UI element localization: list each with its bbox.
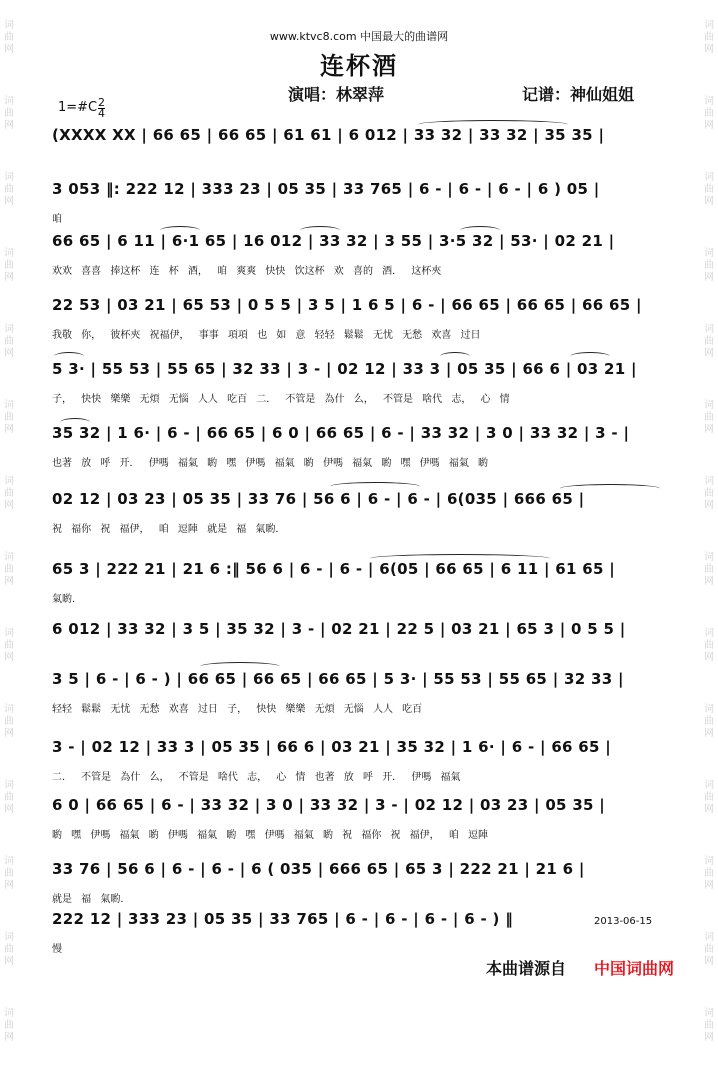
- watermark-glyph: 词: [4, 172, 14, 183]
- score-row: [52, 424, 662, 469]
- watermark-glyph: 词: [4, 20, 14, 31]
- watermark-glyph: 曲: [704, 108, 714, 119]
- watermark-glyph: 曲: [704, 944, 714, 955]
- watermark-glyph: 网: [4, 120, 14, 131]
- slur-mark: [570, 352, 610, 361]
- watermark-glyph: 曲: [4, 944, 14, 955]
- notation-line: 6 012 | 33 32 | 3 5 | 35 32 | 3 - | 02 21 | 22 5 | 03 21 | 65 3 | 0 5 5 |: [52, 620, 626, 638]
- watermark-glyph: 网: [704, 348, 714, 359]
- notation-line: 6 0 | 66 65 | 6 - | 33 32 | 3 0 | 33 32 | 3 - | 02 12 | 03 23 | 05 35 |: [52, 796, 606, 814]
- score-row: [52, 180, 662, 225]
- notation-line: (XXXX XX | 66 65 | 66 65 | 61 61 | 6 012 | 33 32 | 33 32 | 35 35 |: [52, 126, 605, 144]
- watermark-glyph: 曲: [704, 716, 714, 727]
- watermark-glyph: 网: [704, 804, 714, 815]
- watermark-glyph: 网: [4, 348, 14, 359]
- watermark-glyph: 词: [704, 324, 714, 335]
- watermark-glyph: 词: [4, 324, 14, 335]
- watermark-glyph: 网: [4, 1032, 14, 1043]
- time-signature-top: 2: [98, 96, 105, 109]
- watermark-glyph: 曲: [704, 260, 714, 271]
- watermark-glyph: 曲: [704, 792, 714, 803]
- watermark-glyph: 网: [4, 804, 14, 815]
- watermark-glyph: 曲: [4, 108, 14, 119]
- notation-line: 66 65 | 6 11 | 6·1 65 | 16 012 | 33 32 | 3 55 | 3·5 32 | 53· | 02 21 |: [52, 232, 615, 250]
- watermark-glyph: 网: [4, 652, 14, 663]
- notator-credit: 记谱：神仙姐姐: [522, 85, 635, 104]
- score-row: [52, 296, 662, 341]
- watermark-glyph: 网: [4, 196, 14, 207]
- song-title: 连杯酒: [320, 52, 398, 80]
- score-row: [52, 910, 662, 955]
- score-row: [52, 738, 662, 783]
- watermark-glyph: 网: [4, 956, 14, 967]
- slur-mark: [160, 226, 200, 235]
- watermark-glyph: 网: [4, 500, 14, 511]
- score-row: [52, 670, 662, 715]
- watermark-glyph: 词: [704, 1008, 714, 1019]
- lyrics-line: 祝 福你 祝 福伊， 咱 逗陣 就是 福 氣喲．: [52, 524, 286, 535]
- lyrics-line: 就是 福 氣喲．: [52, 894, 131, 905]
- watermark-glyph: 词: [704, 932, 714, 943]
- watermark-glyph: 网: [704, 956, 714, 967]
- slur-mark: [370, 554, 550, 563]
- watermark-glyph: 曲: [704, 184, 714, 195]
- lyrics-line: 子， 快快 樂樂 无煩 无惱 人人 吃百 二． 不管是 為什 么， 不管是 啥代 志， 心 情: [52, 394, 510, 405]
- watermark-right: [702, 20, 716, 1084]
- notation-line: 35 32 | 1 6· | 6 - | 66 65 | 6 0 | 66 65 | 6 - | 33 32 | 3 0 | 33 32 | 3 - |: [52, 424, 630, 442]
- lyrics-line: 慢: [52, 944, 62, 955]
- watermark-glyph: 曲: [704, 868, 714, 879]
- watermark-glyph: 词: [4, 932, 14, 943]
- watermark-glyph: 词: [704, 476, 714, 487]
- watermark-glyph: 网: [704, 196, 714, 207]
- score-row: [52, 796, 662, 841]
- slur-mark: [440, 352, 470, 361]
- watermark-glyph: 词: [4, 1008, 14, 1019]
- score-row: [52, 360, 662, 405]
- score-row: [52, 232, 662, 277]
- watermark-glyph: 曲: [704, 488, 714, 499]
- lyrics-line: 喲 嘿 伊嗎 福氣 喲 伊嗎 福氣 喲 嘿 伊嗎 福氣 喲 祝 福你 祝 福伊， 咱 逗陣: [52, 830, 489, 841]
- slur-mark: [54, 352, 84, 361]
- watermark-glyph: 词: [704, 780, 714, 791]
- watermark-glyph: 词: [4, 552, 14, 563]
- watermark-glyph: 网: [4, 424, 14, 435]
- watermark-glyph: 词: [4, 856, 14, 867]
- watermark-glyph: 词: [4, 628, 14, 639]
- score-row: [52, 490, 662, 535]
- watermark-glyph: 曲: [4, 260, 14, 271]
- watermark-glyph: 曲: [4, 412, 14, 423]
- watermark-glyph: 词: [704, 248, 714, 259]
- watermark-glyph: 词: [4, 248, 14, 259]
- score-row: [52, 860, 662, 905]
- watermark-glyph: 词: [4, 400, 14, 411]
- watermark-glyph: 网: [704, 880, 714, 891]
- watermark-glyph: 网: [4, 576, 14, 587]
- watermark-glyph: 曲: [4, 868, 14, 879]
- watermark-glyph: 词: [704, 704, 714, 715]
- site-url[interactable]: www.ktvc8.com 中国最大的曲谱网: [269, 30, 449, 43]
- watermark-glyph: 词: [4, 704, 14, 715]
- notation-line: 3 053 ‖: 222 12 | 333 23 | 05 35 | 33 765 | 6 - | 6 - | 6 - | 6 ) 05 |: [52, 180, 600, 198]
- watermark-glyph: 曲: [4, 32, 14, 43]
- score-row: [52, 620, 662, 650]
- notation-line: 3 5 | 6 - | 6 - ) | 66 65 | 66 65 | 66 65 | 5 3· | 55 53 | 55 65 | 32 33 |: [52, 670, 624, 688]
- watermark-glyph: 曲: [4, 488, 14, 499]
- slur-mark: [300, 226, 340, 235]
- watermark-glyph: 曲: [4, 716, 14, 727]
- notation-line: 02 12 | 03 23 | 05 35 | 33 76 | 56 6 | 6 - | 6 - | 6(035 | 666 65 |: [52, 490, 585, 508]
- time-signature: [98, 98, 105, 119]
- watermark-glyph: 词: [4, 476, 14, 487]
- key-signature: 1=#C: [58, 100, 98, 115]
- lyrics-line: 轻轻 鬆鬆 无忧 无愁 欢喜 过日 子， 快快 樂樂 无煩 无惱 人人 吃百: [52, 704, 423, 715]
- watermark-glyph: 网: [704, 120, 714, 131]
- watermark-glyph: 词: [704, 20, 714, 31]
- watermark-glyph: 网: [704, 652, 714, 663]
- watermark-glyph: 网: [704, 272, 714, 283]
- notation-line: 5 3· | 55 53 | 55 65 | 32 33 | 3 - | 02 12 | 33 3 | 05 35 | 66 6 | 03 21 |: [52, 360, 637, 378]
- watermark-left: [2, 20, 16, 1084]
- watermark-glyph: 网: [704, 44, 714, 55]
- watermark-glyph: 词: [704, 96, 714, 107]
- watermark-glyph: 网: [4, 44, 14, 55]
- watermark-glyph: 曲: [4, 336, 14, 347]
- slur-mark: [200, 662, 280, 671]
- watermark-glyph: 词: [4, 780, 14, 791]
- watermark-glyph: 曲: [704, 640, 714, 651]
- slur-mark: [60, 418, 90, 427]
- lyrics-line: 欢欢 喜喜 捧这杯 连 杯 酒， 咱 爽爽 快快 饮这杯 欢 喜的 酒． 这杯夾: [52, 266, 442, 277]
- brand-link[interactable]: 中国词曲网: [594, 959, 675, 978]
- watermark-glyph: 曲: [4, 564, 14, 575]
- watermark-glyph: 网: [704, 500, 714, 511]
- notation-line: 3 - | 02 12 | 33 3 | 05 35 | 66 6 | 03 21 | 35 32 | 1 6· | 6 - | 66 65 |: [52, 738, 612, 756]
- watermark-glyph: 词: [704, 552, 714, 563]
- lyrics-line: 咱: [52, 214, 62, 225]
- source-label: 本曲谱源自: [486, 959, 567, 978]
- notation-line: 222 12 | 333 23 | 05 35 | 33 765 | 6 - | 6 - | 6 - | 6 - ) ‖: [52, 910, 513, 928]
- lyrics-line: 二． 不管是 為什 么， 不管是 啥代 志， 心 情 也著 放 呼 开． 伊嗎 福氣: [52, 772, 461, 783]
- notation-line: 22 53 | 03 21 | 65 53 | 0 5 5 | 3 5 | 1 6 5 | 6 - | 66 65 | 66 65 | 66 65 |: [52, 296, 642, 314]
- watermark-glyph: 曲: [704, 564, 714, 575]
- lyrics-line: 也著 放 呼 开． 伊嗎 福氣 喲 嘿 伊嗎 福氣 喲 伊嗎 福氣 喲 嘿 伊嗎 福氣 喲: [52, 458, 489, 469]
- watermark-glyph: 网: [704, 424, 714, 435]
- watermark-glyph: 曲: [4, 1020, 14, 1031]
- lyrics-line: 氣喲．: [52, 594, 82, 605]
- watermark-glyph: 词: [704, 400, 714, 411]
- notation-line: 65 3 | 222 21 | 21 6 :‖ 56 6 | 6 - | 6 - | 6(05 | 66 65 | 6 11 | 61 65 |: [52, 560, 616, 578]
- watermark-glyph: 网: [704, 1032, 714, 1043]
- notation-date: 2013-06-15: [594, 916, 653, 927]
- watermark-glyph: 曲: [4, 184, 14, 195]
- slur-mark: [460, 226, 500, 235]
- watermark-glyph: 曲: [704, 412, 714, 423]
- watermark-glyph: 词: [704, 172, 714, 183]
- notation-line: 33 76 | 56 6 | 6 - | 6 - | 6 ( 035 | 666 65 | 65 3 | 222 21 | 21 6 |: [52, 860, 585, 878]
- time-signature-bottom: 4: [98, 107, 105, 120]
- slur-mark: [330, 482, 420, 491]
- watermark-glyph: 曲: [704, 32, 714, 43]
- watermark-glyph: 网: [704, 576, 714, 587]
- watermark-glyph: 网: [4, 880, 14, 891]
- watermark-glyph: 曲: [704, 1020, 714, 1031]
- watermark-glyph: 词: [4, 96, 14, 107]
- singer-credit: 演唱：林翠萍: [288, 85, 385, 104]
- watermark-glyph: 词: [704, 856, 714, 867]
- watermark-glyph: 网: [4, 272, 14, 283]
- watermark-glyph: 网: [704, 728, 714, 739]
- score-row: [52, 560, 662, 605]
- watermark-glyph: 曲: [4, 792, 14, 803]
- watermark-glyph: 曲: [704, 336, 714, 347]
- watermark-glyph: 词: [704, 628, 714, 639]
- lyrics-line: 我敬 你， 彼杯夾 祝福伊， 事事 項項 也 如 意 轻轻 鬆鬆 无忧 无愁 欢喜 过日: [52, 330, 481, 341]
- watermark-glyph: 网: [4, 728, 14, 739]
- slur-mark: [560, 484, 660, 493]
- score-row: [52, 126, 662, 156]
- watermark-glyph: 曲: [4, 640, 14, 651]
- slur-mark: [418, 120, 568, 129]
